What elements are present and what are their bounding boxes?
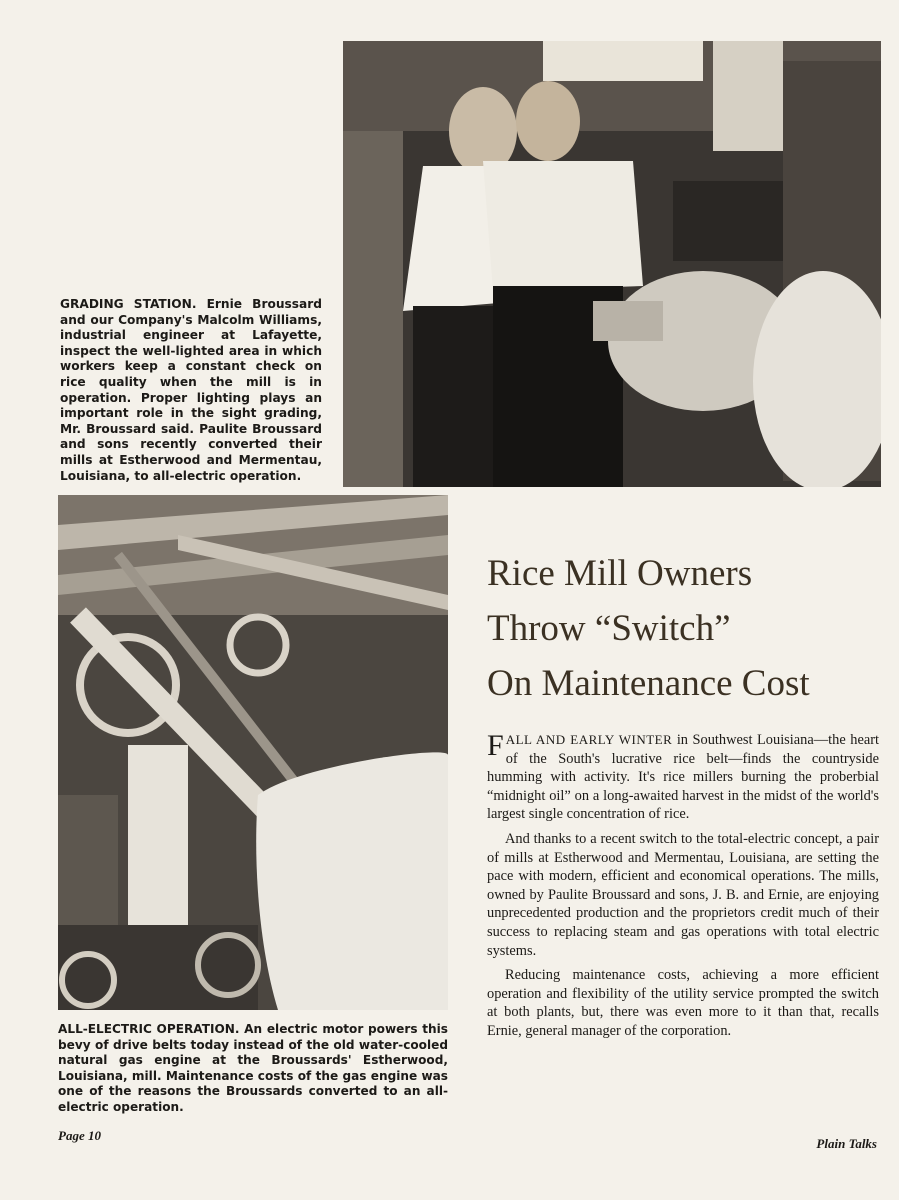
article-paragraph-1 — [487, 731, 879, 824]
drive-belts-illustration — [58, 495, 448, 1010]
drop-cap: F — [487, 729, 504, 762]
caption-lead: GRADING STATION. — [60, 297, 197, 311]
article-body — [487, 731, 879, 1047]
paragraph-1-text: in Southwest Louisiana—the heart of the South's lucrative rice belt—finds the countryside humming with activity. It's rice millers burning the proberbial “midnight oil” on a long-awaited harvest in the midst of the world's largest single concentration of rice. — [487, 732, 880, 823]
photo-all-electric — [58, 495, 448, 1010]
photo-grading-station — [343, 41, 881, 487]
headline-line-2: Throw “Switch” — [487, 608, 731, 649]
headline-line-3: On Maintenance Cost — [487, 663, 810, 704]
caption-grading-station — [60, 297, 322, 484]
page-number: Page 10 — [58, 1128, 101, 1143]
caption-text: Ernie Broussard and our Company's Malcolm Williams, industrial engineer at Lafayette, inspect the well-lighted area in which workers keep a constant check on rice quality when the mill is in operation. Proper lighting plays an important role in the sight grading, Mr. Broussard said. Paulite Broussard and sons recently converted their mills at Estherwood and Mermentau, Louisiana, to all-electric operation. — [60, 297, 322, 483]
caption-text: An electric motor powers this bevy of drive belts today instead of the old water-cooled natural gas engine at the Broussards' Estherwood, Louisiana, mill. Maintenance costs of the gas engine was one of the reasons the Broussards converted to an all-electric operation. — [58, 1022, 448, 1114]
lead-in-caps: ALL AND EARLY WINTER — [505, 732, 673, 747]
article-paragraph-3: Reducing maintenance costs, achieving a more efficient operation and flexibility of the utility service prompted the switch at both plants, but, there was even more to it than that, recalls Ernie, general manager of the corporation. — [487, 967, 879, 1039]
headline-line-1: Rice Mill Owners — [487, 553, 753, 594]
article-paragraph-2: And thanks to a recent switch to the total-electric concept, a pair of mills at Estherwood and Mermentau, Louisiana, are setting the pace with modern, efficient and economical operations. The mills, owned by Paulite Broussard and sons, J. B. and Ernie, are enjoying unprecedented production and the proprietors credit much of their success to replacing steam and gas operations with total electric systems. — [487, 830, 879, 959]
article-headline — [487, 546, 887, 711]
caption-all-electric — [58, 1022, 448, 1116]
caption-lead: ALL-ELECTRIC OPERATION. — [58, 1022, 240, 1036]
magazine-name: Plain Talks — [816, 1136, 877, 1151]
grading-station-illustration — [343, 41, 881, 487]
